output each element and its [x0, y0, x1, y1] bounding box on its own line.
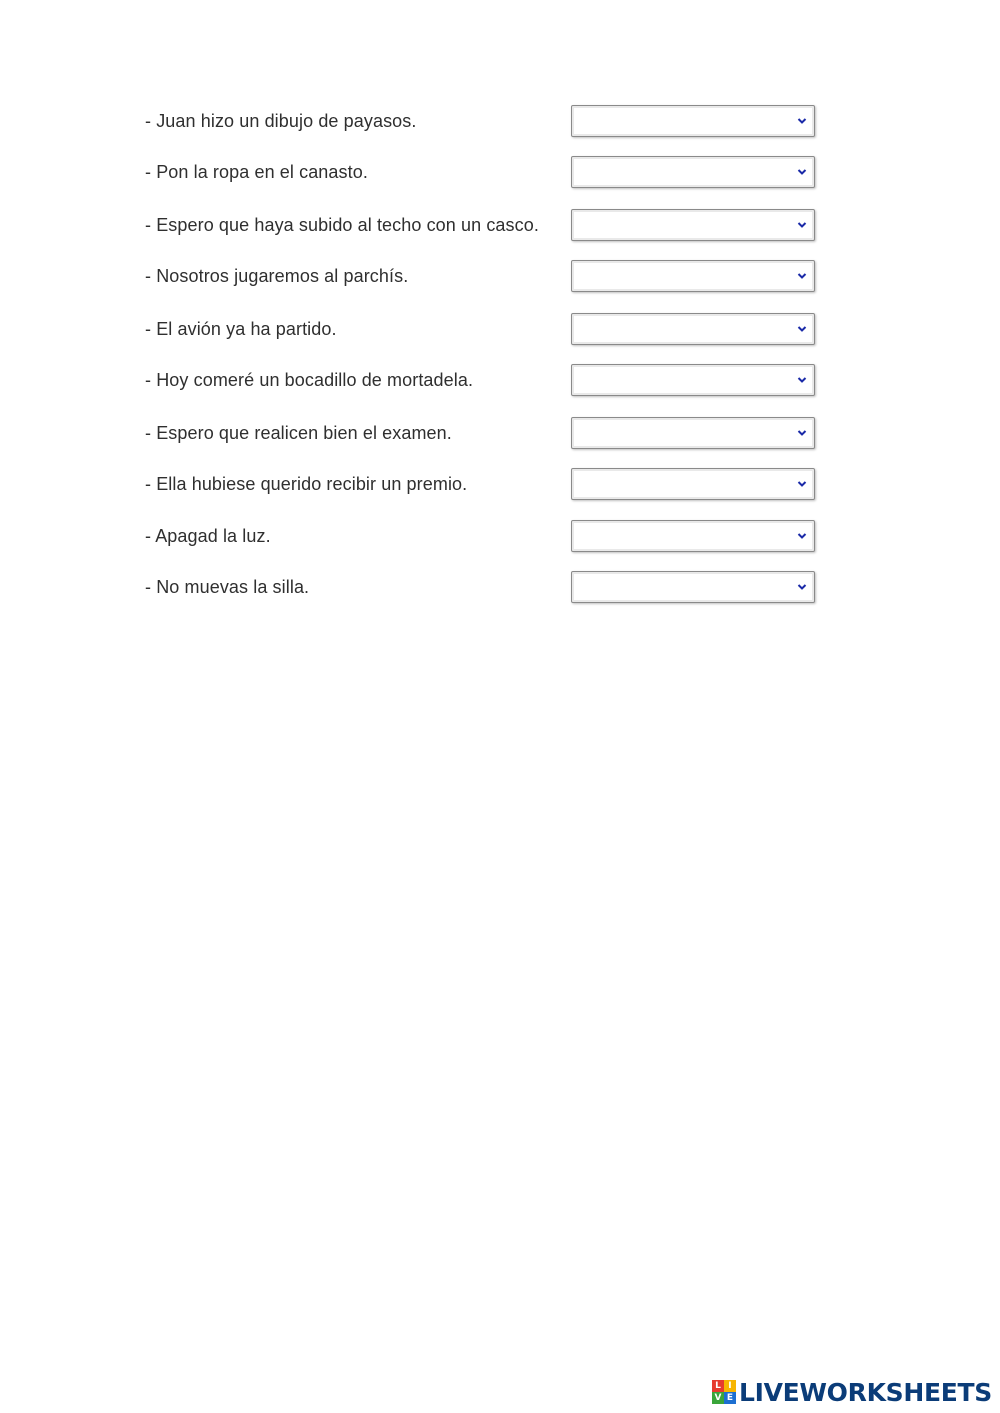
chevron-down-icon	[796, 115, 808, 127]
sentence-text: - Apagad la luz.	[145, 526, 271, 546]
question-row	[145, 364, 817, 396]
question-row	[145, 156, 817, 188]
chevron-down-icon	[796, 530, 808, 542]
chevron-down-icon	[796, 581, 808, 593]
question-row	[145, 313, 817, 345]
question-row	[145, 468, 817, 500]
chevron-down-icon	[796, 374, 808, 386]
chevron-down-icon	[796, 323, 808, 335]
answer-dropdown[interactable]	[571, 417, 815, 449]
answer-dropdown[interactable]	[571, 209, 815, 241]
chevron-down-icon	[796, 270, 808, 282]
question-row	[145, 417, 817, 449]
sentence-text: - Espero que haya subido al techo con un casco.	[145, 215, 539, 235]
logo-letter: L	[712, 1380, 724, 1392]
liveworksheets-logo	[712, 1377, 992, 1407]
answer-dropdown[interactable]	[571, 260, 815, 292]
sentence-text: - Nosotros jugaremos al parchís.	[145, 266, 409, 286]
answer-dropdown[interactable]	[571, 313, 815, 345]
logo-letter: I	[724, 1380, 736, 1392]
answer-dropdown[interactable]	[571, 468, 815, 500]
question-row	[145, 105, 817, 137]
answer-dropdown[interactable]	[571, 520, 815, 552]
question-row	[145, 260, 817, 292]
chevron-down-icon	[796, 166, 808, 178]
question-row	[145, 520, 817, 552]
sentence-text: - No muevas la silla.	[145, 577, 310, 597]
answer-dropdown[interactable]	[571, 156, 815, 188]
sentence-text: - El avión ya ha partido.	[145, 319, 337, 339]
logo-letter: V	[712, 1392, 724, 1404]
chevron-down-icon	[796, 478, 808, 490]
question-row	[145, 571, 817, 603]
sentence-text: - Hoy comeré un bocadillo de mortadela.	[145, 370, 474, 390]
logo-mark-icon	[712, 1380, 736, 1404]
answer-dropdown[interactable]	[571, 105, 815, 137]
sentence-text: - Pon la ropa en el canasto.	[145, 162, 368, 182]
logo-text: LIVEWORKSHEETS	[738, 1377, 992, 1407]
chevron-down-icon	[796, 219, 808, 231]
sentence-text: - Ella hubiese querido recibir un premio.	[145, 474, 468, 494]
question-row	[145, 209, 817, 241]
answer-dropdown[interactable]	[571, 364, 815, 396]
answer-dropdown[interactable]	[571, 571, 815, 603]
logo-letter: E	[724, 1392, 736, 1404]
sentence-text: - Espero que realicen bien el examen.	[145, 423, 452, 443]
sentence-text: - Juan hizo un dibujo de payasos.	[145, 111, 417, 131]
chevron-down-icon	[796, 427, 808, 439]
